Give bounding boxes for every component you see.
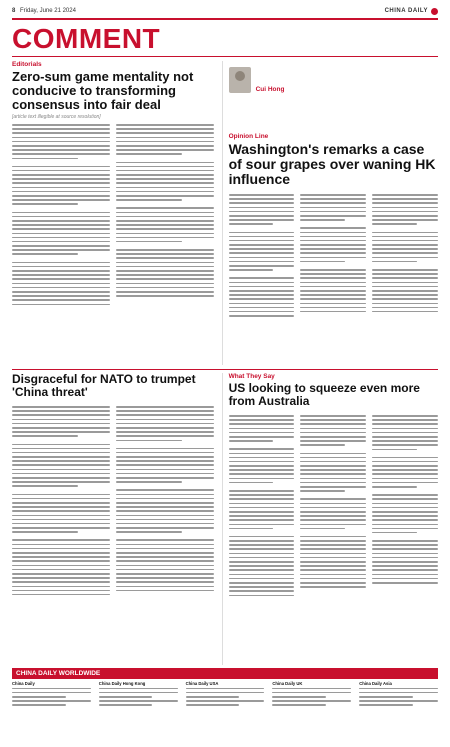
editorial-block — [12, 61, 214, 365]
what-they-say-headline: US looking to squeeze even more from Australia — [228, 381, 420, 408]
author-photo — [229, 67, 251, 93]
second-editorial-col-1 — [12, 406, 110, 598]
office-china-daily-uk — [272, 682, 351, 709]
office-china-daily — [12, 682, 91, 709]
editorials-label: Editorials — [12, 61, 42, 68]
page-number: 8 — [12, 8, 16, 14]
worldwide-footer — [12, 668, 438, 709]
what-they-say-label: What They Say — [228, 373, 275, 380]
office-name: China Daily Hong Kong — [98, 681, 146, 686]
header-rule — [12, 18, 438, 20]
opinion-author: Cui Hong — [255, 86, 285, 93]
office-china-daily-asia — [359, 682, 438, 709]
what-they-say-body — [229, 411, 438, 599]
office-name: China Daily USA — [185, 681, 219, 686]
office-china-daily-usa — [186, 682, 265, 709]
second-editorial-body — [12, 402, 214, 598]
page-date: Friday, June 21 2024 — [20, 8, 76, 14]
office-name: China Daily Asia — [359, 681, 392, 686]
opinion-body-col-3 — [372, 194, 438, 319]
second-editorial-block — [12, 373, 214, 665]
what-they-say-col-1 — [229, 415, 295, 599]
lower-section — [12, 369, 438, 665]
section-rule — [12, 56, 438, 57]
opinion-body-col-1 — [229, 194, 295, 319]
what-they-say-col-3 — [372, 415, 438, 599]
office-china-daily-hk — [99, 682, 178, 709]
office-name: China Daily — [12, 681, 35, 686]
opinion-body — [229, 190, 438, 319]
editorial-body-col-2 — [116, 124, 214, 308]
footer-bar: CHINA DAILY WORLDWIDE — [12, 668, 438, 679]
footer-offices — [12, 682, 438, 709]
editorial-body-col-1 — [12, 124, 110, 308]
opinion-block — [222, 61, 438, 365]
opinion-body-col-2 — [300, 194, 366, 319]
newspaper-page — [12, 6, 438, 742]
opinion-label: Opinion Line — [228, 133, 269, 140]
editorial-body-placeholder: [article text illegible at source resolution] — [12, 114, 101, 120]
second-editorial-col-2 — [116, 406, 214, 598]
opinion-headline: Washington's remarks a case of sour grapes over waning HK influence — [228, 141, 436, 187]
editorial-body — [12, 120, 214, 308]
masthead-name: CHINA DAILY — [384, 8, 428, 14]
editorial-headline: Zero-sum game mentality not conducive to transforming consensus into fair deal — [12, 69, 194, 112]
masthead-logo-icon — [431, 8, 438, 15]
running-header — [12, 6, 438, 16]
office-name: China Daily UK — [272, 681, 303, 686]
what-they-say-block — [222, 373, 438, 665]
what-they-say-col-2 — [300, 415, 366, 599]
second-editorial-headline: Disgraceful for NATO to trumpet 'China threat' — [12, 372, 196, 399]
section-title: COMMENT — [12, 23, 161, 54]
